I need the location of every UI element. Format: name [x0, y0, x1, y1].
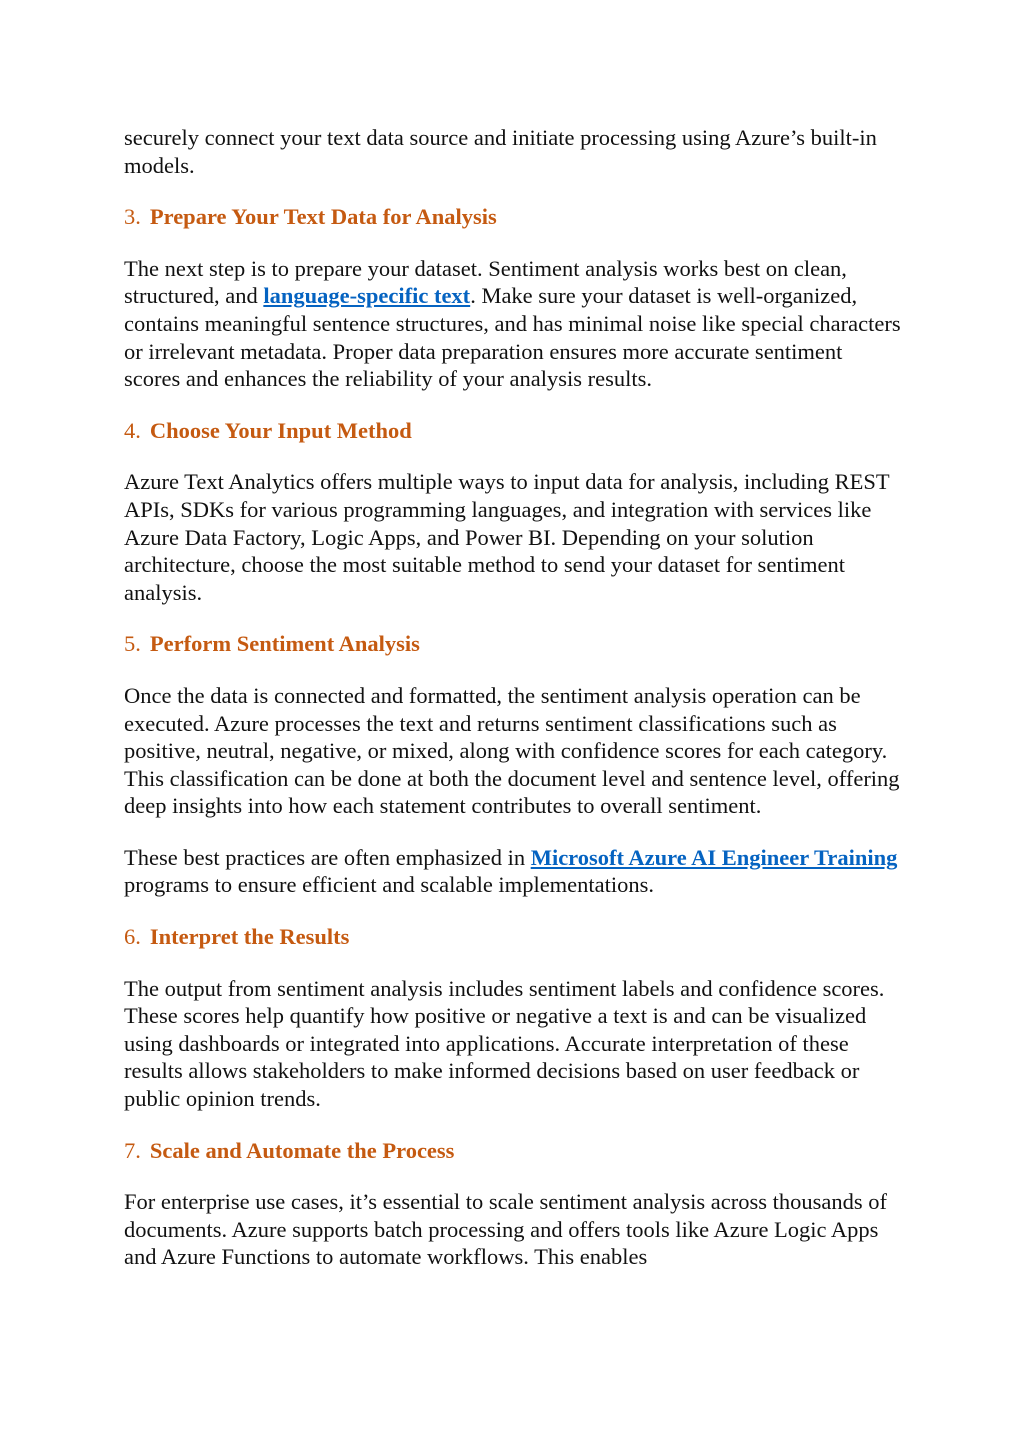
section-number: 5.	[124, 631, 141, 657]
section-5-paragraph: Once the data is connected and formatted, the sentiment analysis operation can be executed. Azure processes the text and returns sentiment classifications such as positive, neutral, negative, or mixed, along with confidence scores for each category. This classification can be done at both the document level and sentence level, offering deep insights into how each statement contributes to overall sentiment.	[124, 682, 900, 819]
paragraph-text: . Make sure your dataset is well-organized, contains meaningful sentence structures, and has minimal noise like special characters or irrelevant metadata. Proper data preparation ensures more accurate sentiment scores and enhances the reliability of your analysis results.	[124, 283, 901, 392]
section-6-heading	[124, 923, 904, 951]
section-title: Scale and Automate the Process	[149, 1137, 455, 1163]
section-number: 6.	[124, 924, 141, 950]
section-7-heading	[124, 1137, 904, 1165]
section-5-heading	[124, 630, 904, 658]
section-3-heading	[124, 203, 904, 231]
section-title: Prepare Your Text Data for Analysis	[149, 204, 497, 230]
document-page	[124, 124, 904, 1271]
paragraph-text: The next step is to prepare your dataset. Sentiment analysis works best on clean, structured, and	[124, 255, 847, 309]
section-4-heading	[124, 417, 904, 445]
section-7-paragraph: For enterprise use cases, it’s essential to scale sentiment analysis across thousands of documents. Azure supports batch processing and offers tools like Azure Logic Apps and Azure Functions to automate workflows. This enables	[124, 1189, 887, 1270]
section-4-paragraph: Azure Text Analytics offers multiple ways to input data for analysis, including REST APIs, SDKs for various programming languages, and integration with services like Azure Data Factory, Logic Apps, and Power BI. Depending on your solution architecture, choose the most suitable method to send your dataset for sentiment analysis.	[124, 469, 890, 605]
section-title: Perform Sentiment Analysis	[149, 631, 420, 657]
section-number: 3.	[124, 204, 141, 230]
section-title: Interpret the Results	[149, 924, 350, 950]
section-number: 4.	[124, 417, 141, 443]
best-practices-paragraph	[124, 844, 904, 899]
paragraph-text: These best practices are often emphasized in	[124, 844, 531, 870]
section-6-paragraph: The output from sentiment analysis includes sentiment labels and confidence scores. These scores help quantify how positive or negative a text is and can be visualized using dashboards or integrated into applications. Accurate interpretation of these results allows stakeholders to make informed decisions based on user feedback or public opinion trends.	[124, 975, 885, 1112]
intro-paragraph: securely connect your text data source and initiate processing using Azure’s built-in models.	[124, 125, 877, 178]
section-number: 7.	[124, 1137, 141, 1163]
section-title: Choose Your Input Method	[149, 417, 412, 443]
paragraph-text: programs to ensure efficient and scalable implementations.	[124, 872, 655, 898]
azure-ai-engineer-training-link[interactable]: Microsoft Azure AI Engineer Training	[530, 844, 898, 870]
language-specific-text-link[interactable]: language-specific text	[263, 283, 471, 309]
section-3-paragraph	[124, 255, 904, 393]
